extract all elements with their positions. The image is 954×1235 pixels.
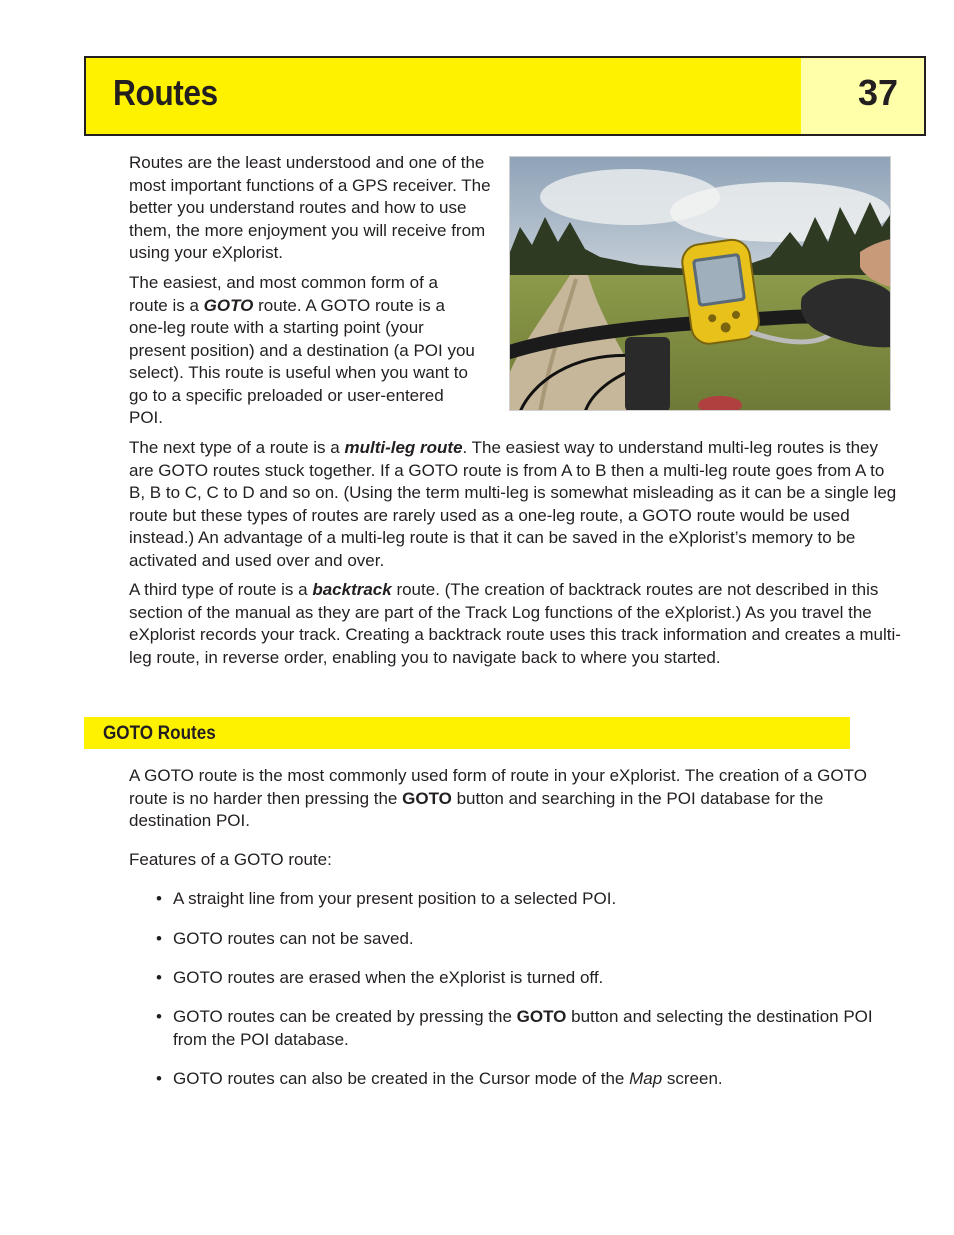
intro-p2-emphasis: GOTO	[203, 295, 254, 315]
intro-p4-text-b: route. (The creation of backtrack routes are not described in this section of the manual as they are part of the Track Log functions of the eXplorist.) As you travel the eXplorist records your track. Creating a backtrack route uses this track information and creates a multi-leg route, in reverse order, enabling you to navigate back to where you started.	[129, 580, 901, 667]
intro-paragraph-2	[129, 272, 481, 430]
page-number: 37	[857, 72, 898, 113]
intro-p3-text-b: . The easiest way to understand multi-leg routes is they are GOTO routes stuck together. If a GOTO route is from A to B then a multi-leg route goes from A to B, B to C, C to D and so on. (Using the term multi-leg is somewhat misleading as it can be a single leg route but these types of routes are rarely used as a one-leg route, a GOTO route would be used instead.) An advantage of a multi-leg route is that it can be saved in the eXplorist’s memory to be activated and used over and over.	[129, 438, 897, 570]
b5-emphasis: Map	[629, 1069, 663, 1088]
intro-p3-text-a: The next type of a route is a	[129, 438, 345, 457]
bullet-icon: •	[156, 968, 162, 987]
intro-p3-emphasis: multi-leg route	[344, 438, 463, 457]
intro-paragraph-4	[129, 579, 901, 669]
list-item-text: GOTO routes are erased when the eXplorist is turned off.	[173, 968, 604, 987]
bullet-icon: •	[156, 1069, 162, 1088]
section-header-bar	[84, 717, 850, 749]
intro-paragraph-1	[129, 152, 491, 265]
features-label: Features of a GOTO route:	[129, 850, 332, 869]
list-item-text: GOTO routes can not be saved.	[173, 929, 414, 948]
page-number-box	[801, 58, 924, 134]
section-title: GOTO Routes	[103, 723, 216, 744]
section-p1-text-b: button and searching in the POI database for the destination POI.	[129, 788, 824, 830]
list-item	[156, 928, 901, 951]
bullet-icon: •	[156, 1007, 162, 1026]
bullet-icon: •	[156, 889, 162, 908]
b5-text-b: screen.	[662, 1069, 723, 1088]
b4-text-a: GOTO routes can be created by pressing the	[173, 1007, 517, 1026]
intro-p1-text: Routes are the least understood and one of the most important functions of a GPS receiver. The better you understand routes and how to use them, the more enjoyment you will receive from using your eXplorist.	[129, 153, 491, 262]
bullet-icon: •	[156, 929, 162, 948]
section-paragraph-1	[129, 765, 899, 833]
list-item	[156, 888, 901, 911]
intro-paragraph-3	[129, 437, 899, 572]
intro-p2-text-a: The easiest, and most common form of a route is a	[129, 273, 438, 315]
list-item-text	[173, 1068, 901, 1091]
section-p1-text-a: A GOTO route is the most commonly used form of route in your eXplorist. The creation of a GOTO route is no harder then pressing the	[129, 766, 867, 808]
list-item	[156, 1068, 901, 1091]
b4-text-b: button and selecting the destination POI from the POI database.	[173, 1007, 873, 1049]
b4-bold: GOTO	[516, 1007, 567, 1026]
page-header	[84, 56, 926, 136]
page-title: Routes	[113, 72, 218, 113]
list-item-text: A straight line from your present position to a selected POI.	[173, 889, 617, 908]
list-item	[156, 967, 901, 990]
gps-bike-photo	[509, 156, 891, 411]
intro-p4-text-a: A third type of route is a	[129, 580, 313, 599]
intro-p2-text-b: route. A GOTO route is a one-leg route with a starting point (your present position) and a destination (a POI you select). This route is useful when you want to go to a specific preloaded or user-entered POI.	[129, 295, 475, 427]
list-item-text	[173, 1006, 901, 1051]
intro-p4-emphasis: backtrack	[312, 580, 392, 599]
b5-text-a: GOTO routes can also be created in the Cursor mode of the	[173, 1069, 630, 1088]
section-p1-bold: GOTO	[402, 788, 452, 808]
list-item	[156, 1006, 901, 1051]
